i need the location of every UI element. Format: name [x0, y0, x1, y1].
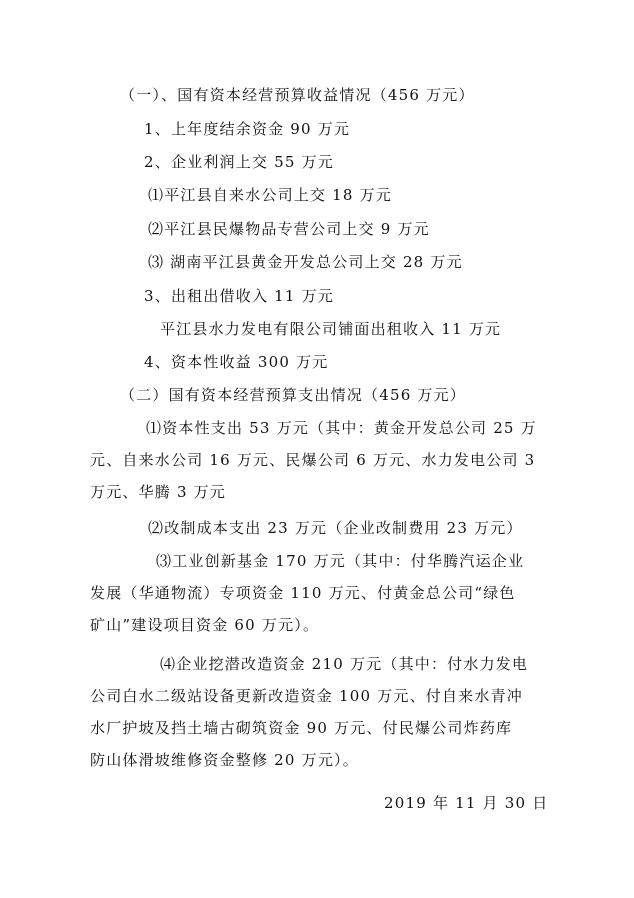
income-item-2: 2、企业利润上交 55 万元	[144, 153, 334, 171]
expense-paragraph-4-line: 水厂护坡及挡土墙古砌筑资金 90 万元、付民爆公司炸药库	[90, 719, 513, 737]
expense-paragraph-3	[90, 545, 560, 641]
expense-paragraph-3-line: 矿山”建设项目资金 60 万元）。	[90, 616, 320, 634]
expense-paragraph-1-line: ⑴资本性支出 53 万元（其中：黄金开发总公司 25 万	[146, 419, 537, 437]
expense-paragraph-4-line: 公司白水二级站设备更新改造资金 100 万元、付自来水青冲	[90, 687, 523, 705]
expense-paragraph-3-line: ⑶工业创新基金 170 万元（其中：付华腾汽运企业	[156, 552, 525, 570]
income-item-3: 3、出租出借收入 11 万元	[144, 287, 334, 305]
document-date: 2019 年 11 月 30 日	[384, 794, 549, 812]
expense-paragraph-2: ⑵改制成本支出 23 万元（企业改制费用 23 万元）	[148, 519, 523, 537]
expense-paragraph-1-line: 万元、华腾 3 万元	[90, 483, 227, 501]
section-2-heading: （二）国有资本经营预算支出情况（456 万元）	[120, 386, 467, 404]
expense-paragraph-3-line: 发展（华通物流）专项资金 110 万元、付黄金总公司“绿色	[90, 584, 516, 602]
income-subitem-1: ⑴平江县自来水公司上交 18 万元	[148, 186, 393, 204]
expense-paragraph-1-line: 元、自来水公司 16 万元、民爆公司 6 万元、水力发电公司 3	[90, 451, 536, 469]
income-subitem-3: ⑶ 湖南平江县黄金开发总公司上交 28 万元	[148, 253, 463, 271]
expense-paragraph-4-line: ⑷企业挖潜改造资金 210 万元（其中：付水力发电	[160, 655, 529, 673]
income-item-4: 4、资本性收益 300 万元	[144, 353, 329, 371]
income-subitem-2: ⑵平江县民爆物品专营公司上交 9 万元	[148, 220, 430, 238]
expense-paragraph-4	[90, 648, 560, 776]
expense-paragraph-1	[90, 412, 560, 508]
income-item-3-detail: 平江县水力发电有限公司铺面出租收入 11 万元	[160, 320, 502, 338]
expense-paragraph-4-line: 防山体滑坡维修资金整修 20 万元）。	[90, 751, 359, 769]
section-1-heading: （一）、国有资本经营预算收益情况（456 万元）	[120, 86, 475, 104]
income-item-1: 1、上年度结余资金 90 万元	[144, 120, 351, 138]
